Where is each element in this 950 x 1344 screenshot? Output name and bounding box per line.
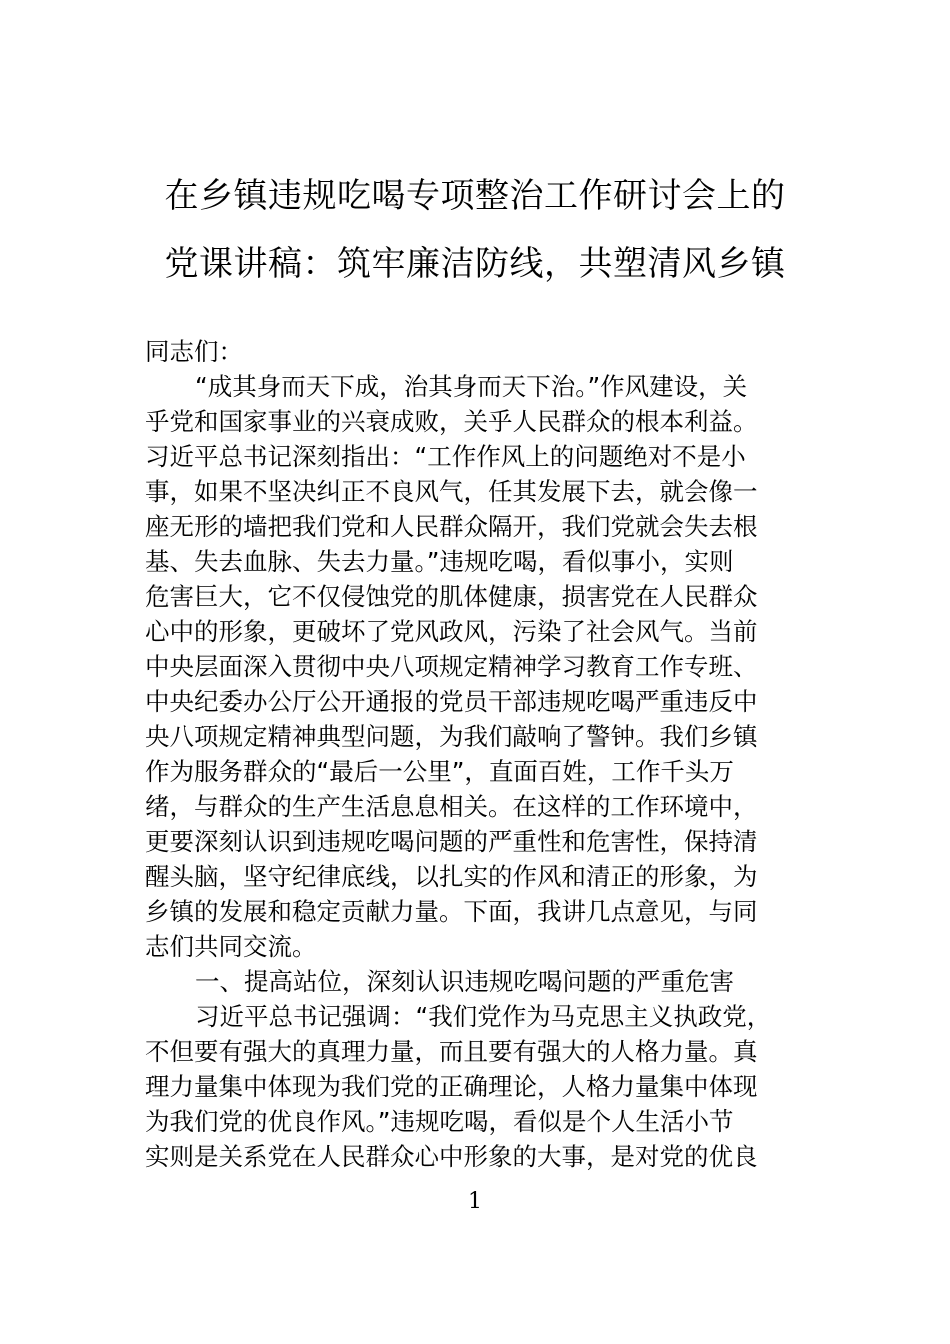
paragraph-line: 事，如果不坚决纠正不良风气，任其发展下去，就会像一 — [145, 477, 758, 506]
paragraph-line: “成其身而天下成，治其身而天下治。”作风建设，关 — [195, 372, 748, 401]
paragraph-line: 实则是关系党在人民群众心中形象的大事，是对党的优良 — [145, 1142, 758, 1171]
paragraph-line: 志们共同交流。 — [145, 932, 317, 961]
paragraph-line: 座无形的墙把我们党和人民群众隔开，我们党就会失去根 — [145, 512, 758, 541]
paragraph-line: 作为服务群众的“最后一公里”，直面百姓，工作千头万 — [145, 757, 734, 786]
paragraph-line: 绪，与群众的生产生活息息相关。在这样的工作环境中， — [145, 792, 758, 821]
document-body — [145, 334, 835, 1174]
paragraph-line: 危害巨大，它不仅侵蚀党的肌体健康，损害党在人民群众 — [145, 582, 758, 611]
paragraph-line: 中央层面深入贯彻中央八项规定精神学习教育工作专班、 — [145, 652, 758, 681]
paragraph-line: 乡镇的发展和稳定贡献力量。下面，我讲几点意见，与同 — [145, 897, 758, 926]
document-title-line-1: 在乡镇违规吃喝专项整治工作研讨会上的 — [164, 176, 786, 216]
paragraph-line: 乎党和国家事业的兴衰成败，关乎人民群众的根本利益。 — [145, 407, 758, 436]
paragraph-line: 为我们党的优良作风。”违规吃喝，看似是个人生活小节 — [145, 1107, 734, 1136]
document-title-line-2: 党课讲稿：筑牢廉洁防线，共塑清风乡镇 — [164, 244, 786, 284]
paragraph-line: 不但要有强大的真理力量，而且要有强大的人格力量。真 — [145, 1037, 758, 1066]
page-number: 1 — [468, 1189, 482, 1214]
paragraph-line: 醒头脑，坚守纪律底线，以扎实的作风和清正的形象，为 — [145, 862, 758, 891]
paragraph-line: 基、失去血脉、失去力量。”违规吃喝，看似事小，实则 — [145, 547, 734, 576]
section-heading: 一、提高站位，深刻认识违规吃喝问题的严重危害 — [195, 967, 734, 996]
paragraph-line: 心中的形象，更破坏了党风政风，污染了社会风气。当前 — [145, 617, 758, 646]
paragraph-line: 更要深刻认识到违规吃喝问题的严重性和危害性，保持清 — [145, 827, 758, 856]
paragraph-line: 央八项规定精神典型问题，为我们敲响了警钟。我们乡镇 — [145, 722, 758, 751]
paragraph-line: 习近平总书记强调：“我们党作为马克思主义执政党， — [195, 1002, 772, 1031]
paragraph-line: 理力量集中体现为我们党的正确理论，人格力量集中体现 — [145, 1072, 758, 1101]
paragraph-line: 中央纪委办公厅公开通报的党员干部违规吃喝严重违反中 — [145, 687, 758, 716]
salutation: 同志们： — [145, 337, 243, 366]
paragraph-line: 习近平总书记深刻指出：“工作作风上的问题绝对不是小 — [145, 442, 746, 471]
